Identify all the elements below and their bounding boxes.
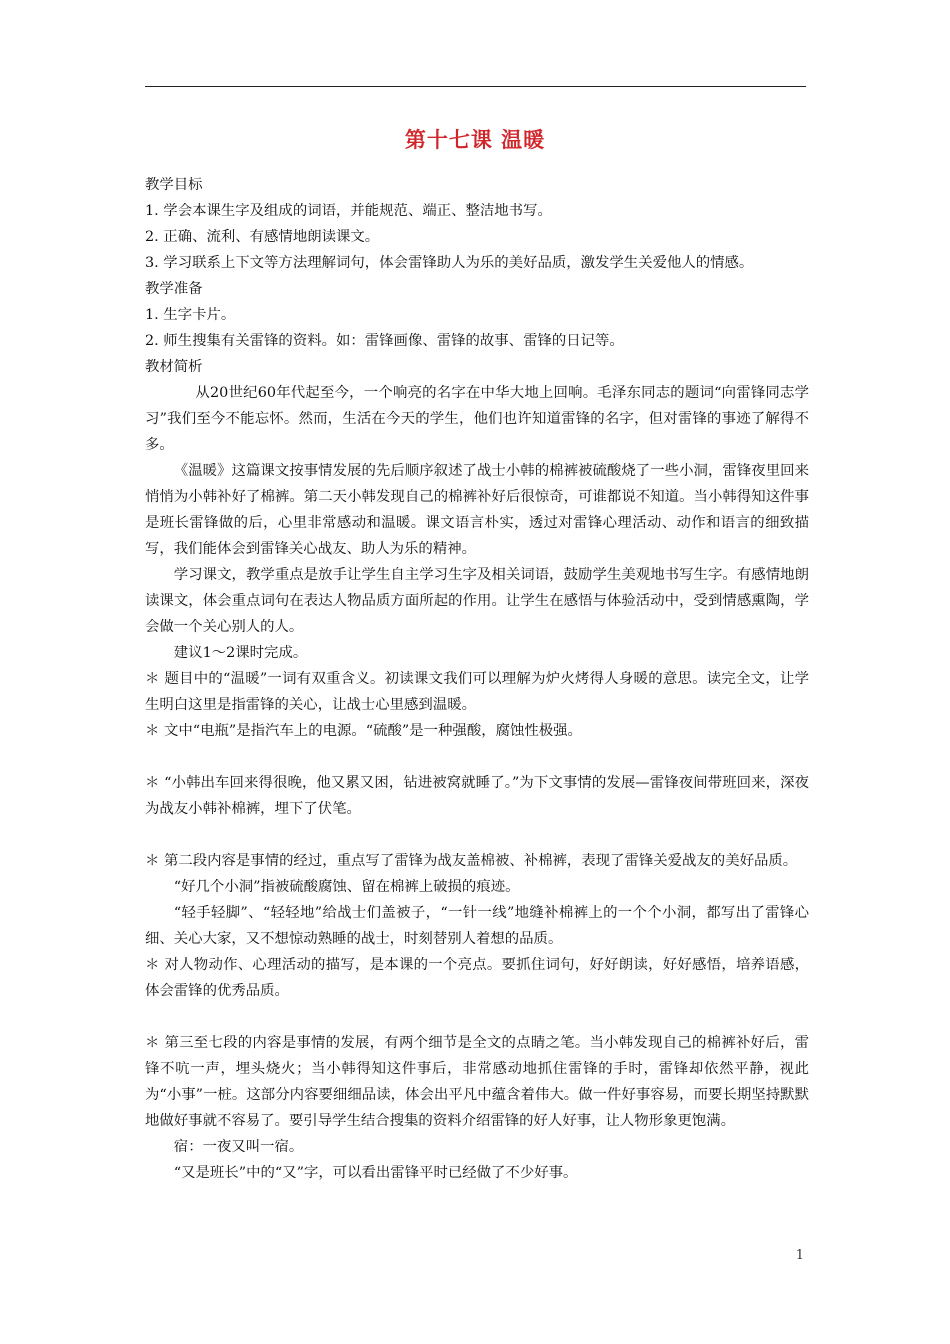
document-body	[145, 172, 809, 1186]
note-paragraph: ＊ 文中“电瓶”是指汽车上的电源。“硫酸”是一种强酸，腐蚀性极强。	[145, 723, 582, 739]
list-item: 3. 学习联系上下文等方法理解词句，体会雷锋助人为乐的美好品质，激发学生关爱他人的情感。	[145, 255, 754, 271]
section-heading: 教学目标	[145, 177, 203, 193]
body-paragraph: 建议1～2课时完成。	[173, 645, 308, 661]
note-paragraph: ＊ 题目中的“温暖”一词有双重含义。初读课文我们可以理解为炉火烤得人身暖的意思。读完全文，让学生明白这里是指雷锋的关心，让战士心里感到温暖。	[145, 671, 809, 713]
body-paragraph: “好几个小洞”指被硫酸腐蚀、留在棉裤上破损的痕迹。	[173, 879, 520, 895]
note-paragraph: ＊ 第三至七段的内容是事情的发展，有两个细节是全文的点睛之笔。当小韩发现自己的棉裤补好后，雷锋不吭一声，埋头烧火；当小韩得知这件事后，非常感动地抓住雷锋的手时，雷锋却依然平静，视此为“小事”一桩。这部分内容要细细品读，体会出平凡中蕴含着伟大。做一件好事容易，而要长期坚持默默地做好事就不容易了。要引导学生结合搜集的资料介绍雷锋的好人好事，让人物形象更饱满。	[145, 1035, 809, 1129]
body-paragraph: “轻手轻脚”、“轻轻地”给战士们盖被子，“一针一线”地缝补棉裤上的一个个小洞，都写出了雷锋心细、关心大家，又不想惊动熟睡的战士，时刻替别人着想的品质。	[145, 905, 809, 947]
section-heading: 教学准备	[145, 281, 203, 297]
page-title: 第十七课 温暖	[404, 127, 546, 152]
section-heading: 教材简析	[145, 359, 203, 375]
list-item: 2. 师生搜集有关雷锋的资料。如：雷锋画像、雷锋的故事、雷锋的日记等。	[145, 333, 624, 349]
list-item: 1. 学会本课生字及组成的词语，并能规范、端正、整洁地书写。	[145, 203, 552, 219]
header-rule	[145, 86, 806, 87]
body-paragraph: 《温暖》这篇课文按事情发展的先后顺序叙述了战士小韩的棉裤被硫酸烧了一些小洞，雷锋夜里回来悄悄为小韩补好了棉裤。第二天小韩发现自己的棉裤补好后很惊奇，可谁都说不知道。当小韩得知这件事是班长雷锋做的后，心里非常感动和温暖。课文语言朴实，透过对雷锋心理活动、动作和语言的细致描写，我们能体会到雷锋关心战友、助人为乐的精神。	[145, 463, 809, 557]
note-paragraph: ＊ 对人物动作、心理活动的描写，是本课的一个亮点。要抓住词句，好好朗读，好好感悟，培养语感，体会雷锋的优秀品质。	[145, 957, 809, 999]
body-paragraph: 学习课文，教学重点是放手让学生自主学习生字及相关词语，鼓励学生美观地书写生字。有感情地朗读课文，体会重点词句在表达人物品质方面所起的作用。让学生在感悟与体验活动中，受到情感熏陶，学会做一个关心别人的人。	[145, 567, 809, 635]
note-paragraph: ＊ 第二段内容是事情的经过，重点写了雷锋为战友盖棉被、补棉裤，表现了雷锋关爱战友的美好品质。	[145, 853, 798, 869]
page-number: 1	[795, 1248, 804, 1263]
body-paragraph: “又是班长”中的“又”字，可以看出雷锋平时已经做了不少好事。	[173, 1165, 578, 1181]
note-paragraph: ＊ “小韩出车回来得很晚，他又累又困，钻进被窝就睡了。”为下文事情的发展—雷锋夜间带班回来，深夜为战友小韩补棉裤，埋下了伏笔。	[145, 775, 809, 817]
list-item: 1. 生字卡片。	[145, 307, 236, 323]
body-paragraph: 从20世纪60年代起至今，一个响亮的名字在中华大地上回响。毛泽东同志的题词“向雷锋同志学习”我们至今不能忘怀。然而，生活在今天的学生，他们也许知道雷锋的名字，但对雷锋的事迹了解得不多。	[145, 385, 809, 453]
body-paragraph: 宿：一夜又叫一宿。	[173, 1139, 304, 1155]
list-item: 2. 正确、流利、有感情地朗读课文。	[145, 229, 380, 245]
